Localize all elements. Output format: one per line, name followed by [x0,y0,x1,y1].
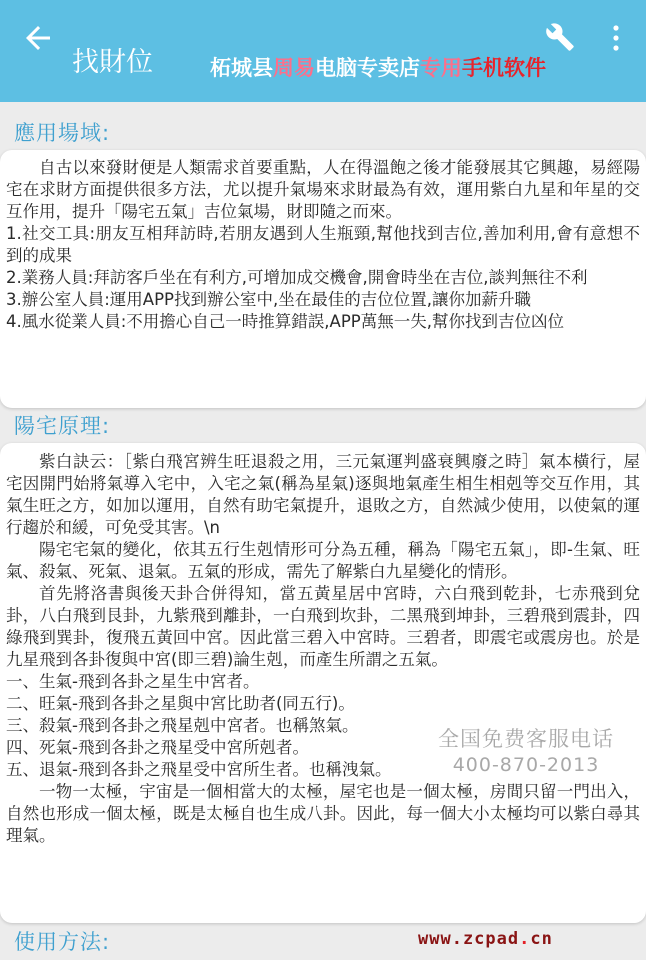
app-bar [0,0,646,102]
application-item-3: 3.辦公室人員:運用APP找到辦公室中,坐在最佳的吉位位置,讓你加薪升職 [6,290,531,309]
principle-list-item-2: 二、旺氣-飛到各卦之星與中宮比助者(同五行)。 [6,694,355,713]
principle-list-item-4: 四、死氣-飛到各卦之飛星受中宮所剋者。 [6,738,309,757]
principle-card [0,443,646,923]
principle-list-item-3: 三、殺氣-飛到各卦之飛星剋中宮者。也稱煞氣。 [6,716,359,735]
watermark-top-part2: 周易 [273,56,315,80]
watermark-top [210,52,546,84]
application-intro: 自古以來發財便是人類需求首要重點，人在得溫飽之後才能發展其它興趣，易經陽宅在求財方面提供很多方法，尤以提升氣場來求財最為有效，運用紫白九星和年星的交互作用，提升「陽宅五氣」吉位氣場，財即隨之而來。 [6,158,640,221]
principle-para-1: 紫白訣云：［紫白飛宮辨生旺退殺之用，三元氣運判盛衰興廢之時］氣本橫行，屋宅因開門始將氣導入宅中，入宅之氣(稱為星氣)逐與地氣產生相生相剋等交互作用，其氣生旺之方，如加以運用，自然有助宅氣提升，退敗之方，自然減少使用，以使氣的運行趨於和緩，可免受其害。\n [6,452,640,537]
section-heading-usage: 使用方法: [14,930,111,954]
watermark-bottom-dot: . [519,929,531,949]
overflow-menu-button[interactable] [604,22,628,54]
page-title: 找財位 [72,47,153,78]
principle-list-item-5: 五、退氣-飛到各卦之飛星受中宮所生者。也稱洩氣。 [6,760,392,779]
principle-para-4: 一物一太極，宇宙是一個相當大的太極，屋宅也是一個太極，房間只留一門出入，自然也形成一個太極，既是太極自也生成八卦。因此，每一個大小太極均可以紫白尋其理氣。 [6,782,640,845]
watermark-bottom [418,928,553,950]
settings-button[interactable] [545,22,577,54]
watermark-bottom-prefix: www.zcpad [418,929,520,949]
watermark-top-part1: 柘城县 [210,56,273,80]
hotline-number: 400-870-2013 [452,754,600,776]
application-card [0,150,646,408]
watermark-top-part3: 电脑专卖店 [315,56,420,80]
section-heading-application: 應用場域: [14,121,111,145]
watermark-top-part4: 专用 [420,56,462,80]
watermark-top-part5: 手机软件 [462,56,546,80]
application-item-4: 4.風水從業人員:不用擔心自己一時推算錯誤,APP萬無一失,幫你找到吉位凶位 [6,312,564,331]
wrench-icon [545,22,575,52]
application-item-2: 2.業務人員:拜訪客戶坐在有利方,可增加成交機會,開會時坐在吉位,談判無往不利 [6,268,588,287]
application-item-1: 1.社交工具:朋友互相拜訪時,若朋友遇到人生瓶頸,幫他找到吉位,善加利用,會有意想不到的成果 [6,224,640,265]
hotline-title: 全国免费客服电话 [438,727,614,751]
back-button[interactable] [20,20,56,56]
hotline-watermark [428,725,624,777]
principle-para-2: 陽宅宅氣的變化，依其五行生剋情形可分為五種，稱為「陽宅五氣」，即-生氣、旺氣、殺氣、死氣、退氣。五氣的形成，需先了解紫白九星變化的情形。 [6,540,640,581]
arrow-back-icon [20,20,56,56]
principle-list-item-1: 一、生氣-飛到各卦之星生中宮者。 [6,672,260,691]
section-heading-principle: 陽宅原理: [14,414,111,438]
principle-para-3: 首先將洛書與後天卦合併得知，當五黃星居中宮時，六白飛到乾卦，七赤飛到兌卦，八白飛到艮卦，九紫飛到離卦，一白飛到坎卦，二黑飛到坤卦，三碧飛到震卦，四綠飛到巽卦，復飛五黃回中宮。因此當三碧入中宮時。三碧者，即震宅或震房也。於是九星飛到各卦復與中宮(即三碧)論生剋，而產生所謂之五氣。 [6,584,640,669]
more-vert-icon [604,22,628,54]
watermark-bottom-suffix: cn [530,929,553,949]
